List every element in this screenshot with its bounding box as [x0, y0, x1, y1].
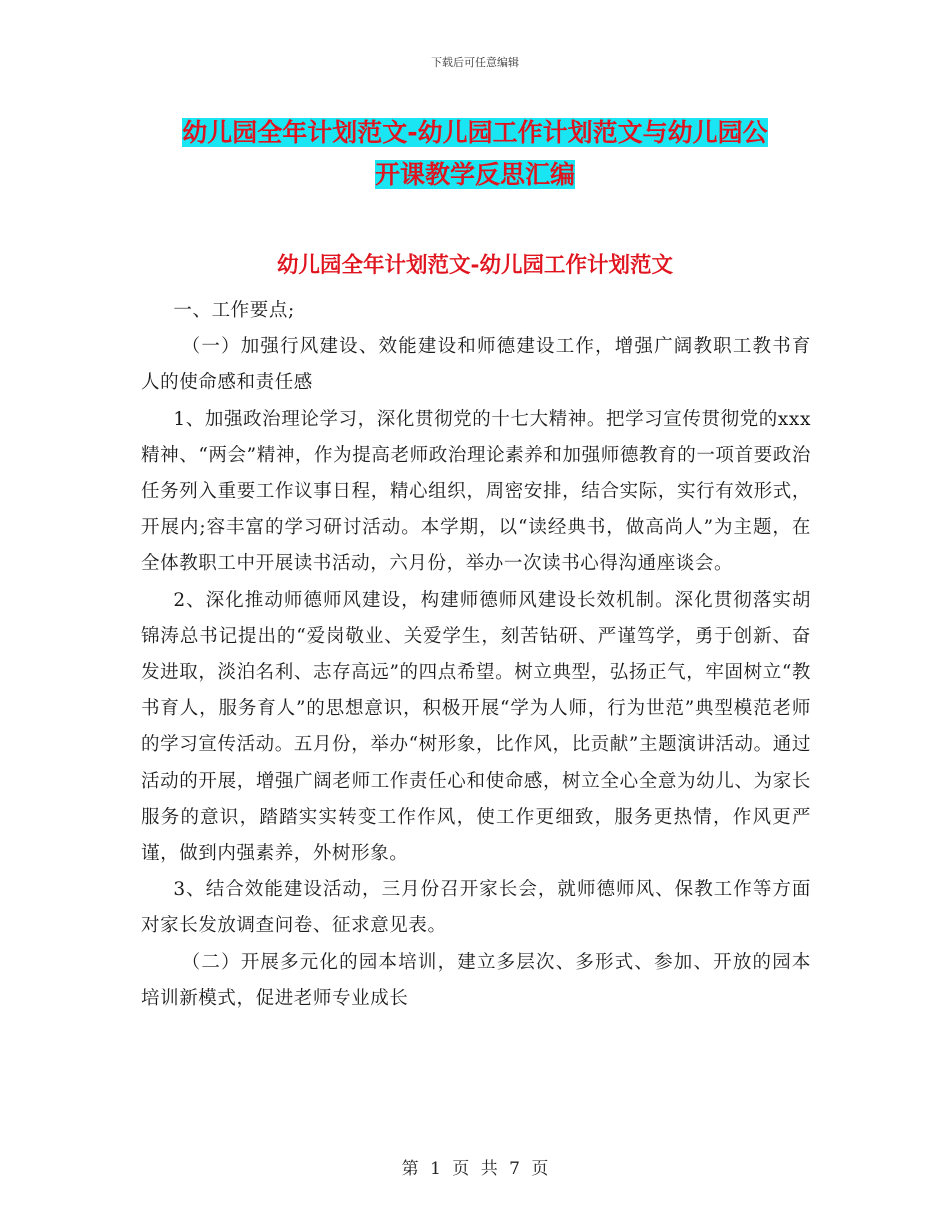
paragraph: 1、加强政治理论学习，深化贯彻党的十七大精神。把学习宣传贯彻党的xxx精神、“两会”精神，作为提高老师政治理论素养和加强师德教育的一项首要政治任务列入重要工作议事日程，精心组织，周密安排，结合实际，实行有效形式，开展内;容丰富的学习研讨活动。本学期，以“读经典书，做高尚人”为主题，在全体教职工中开展读书活动，六月份，举办一次读书心得沟通座谈会。: [141, 408, 811, 575]
document-title: [0, 112, 950, 196]
paragraph: （二）开展多元化的园本培训，建立多层次、多形式、参加、开放的园本培训新模式，促进老师专业成长: [141, 951, 811, 1009]
paragraph-heading: 一、工作要点;: [173, 300, 295, 321]
header-note: 下载后可任意编辑: [431, 56, 519, 69]
title-line-1: 幼儿园全年计划范文-幼儿园工作计划范文与幼儿园公: [182, 118, 768, 147]
paragraph: 2、深化推动师德师风建设，构建师德师风建设长效机制。深化贯彻落实胡锦涛总书记提出的“爱岗敬业、关爱学生，刻苦钻研、严谨笃学，勇于创新、奋发进取，淡泊名利、志存高远”的四点希望。树立典型，弘扬正气，牢固树立“教书育人，服务育人”的思想意识，积极开展“学为人师，行为世范”典型模范老师的学习宣传活动。五月份，举办“树形象，比作风，比贡献”主题演讲活动。通过活动的开展，增强广阔老师工作责任心和使命感，树立全心全意为幼儿、为家长服务的意识，踏踏实实转变工作作风，使工作更细致，服务更热情，作风更严谨，做到内强素养，外树形象。: [141, 589, 811, 865]
title-line-2: 开课教学反思汇编: [374, 160, 575, 189]
paragraph: 3、结合效能建设活动，三月份召开家长会，就师德师风、保教工作等方面对家长发放调查问卷、征求意见表。: [141, 879, 811, 937]
paragraph: （一）加强行风建设、效能建设和师德建设工作，增强广阔教职工教书育人的使命感和责任感: [141, 336, 811, 394]
document-body: [141, 293, 811, 1017]
section-title: 幼儿园全年计划范文-幼儿园工作计划范文: [277, 253, 673, 278]
page-footer: 第 1 页 共 7 页: [401, 1159, 549, 1179]
